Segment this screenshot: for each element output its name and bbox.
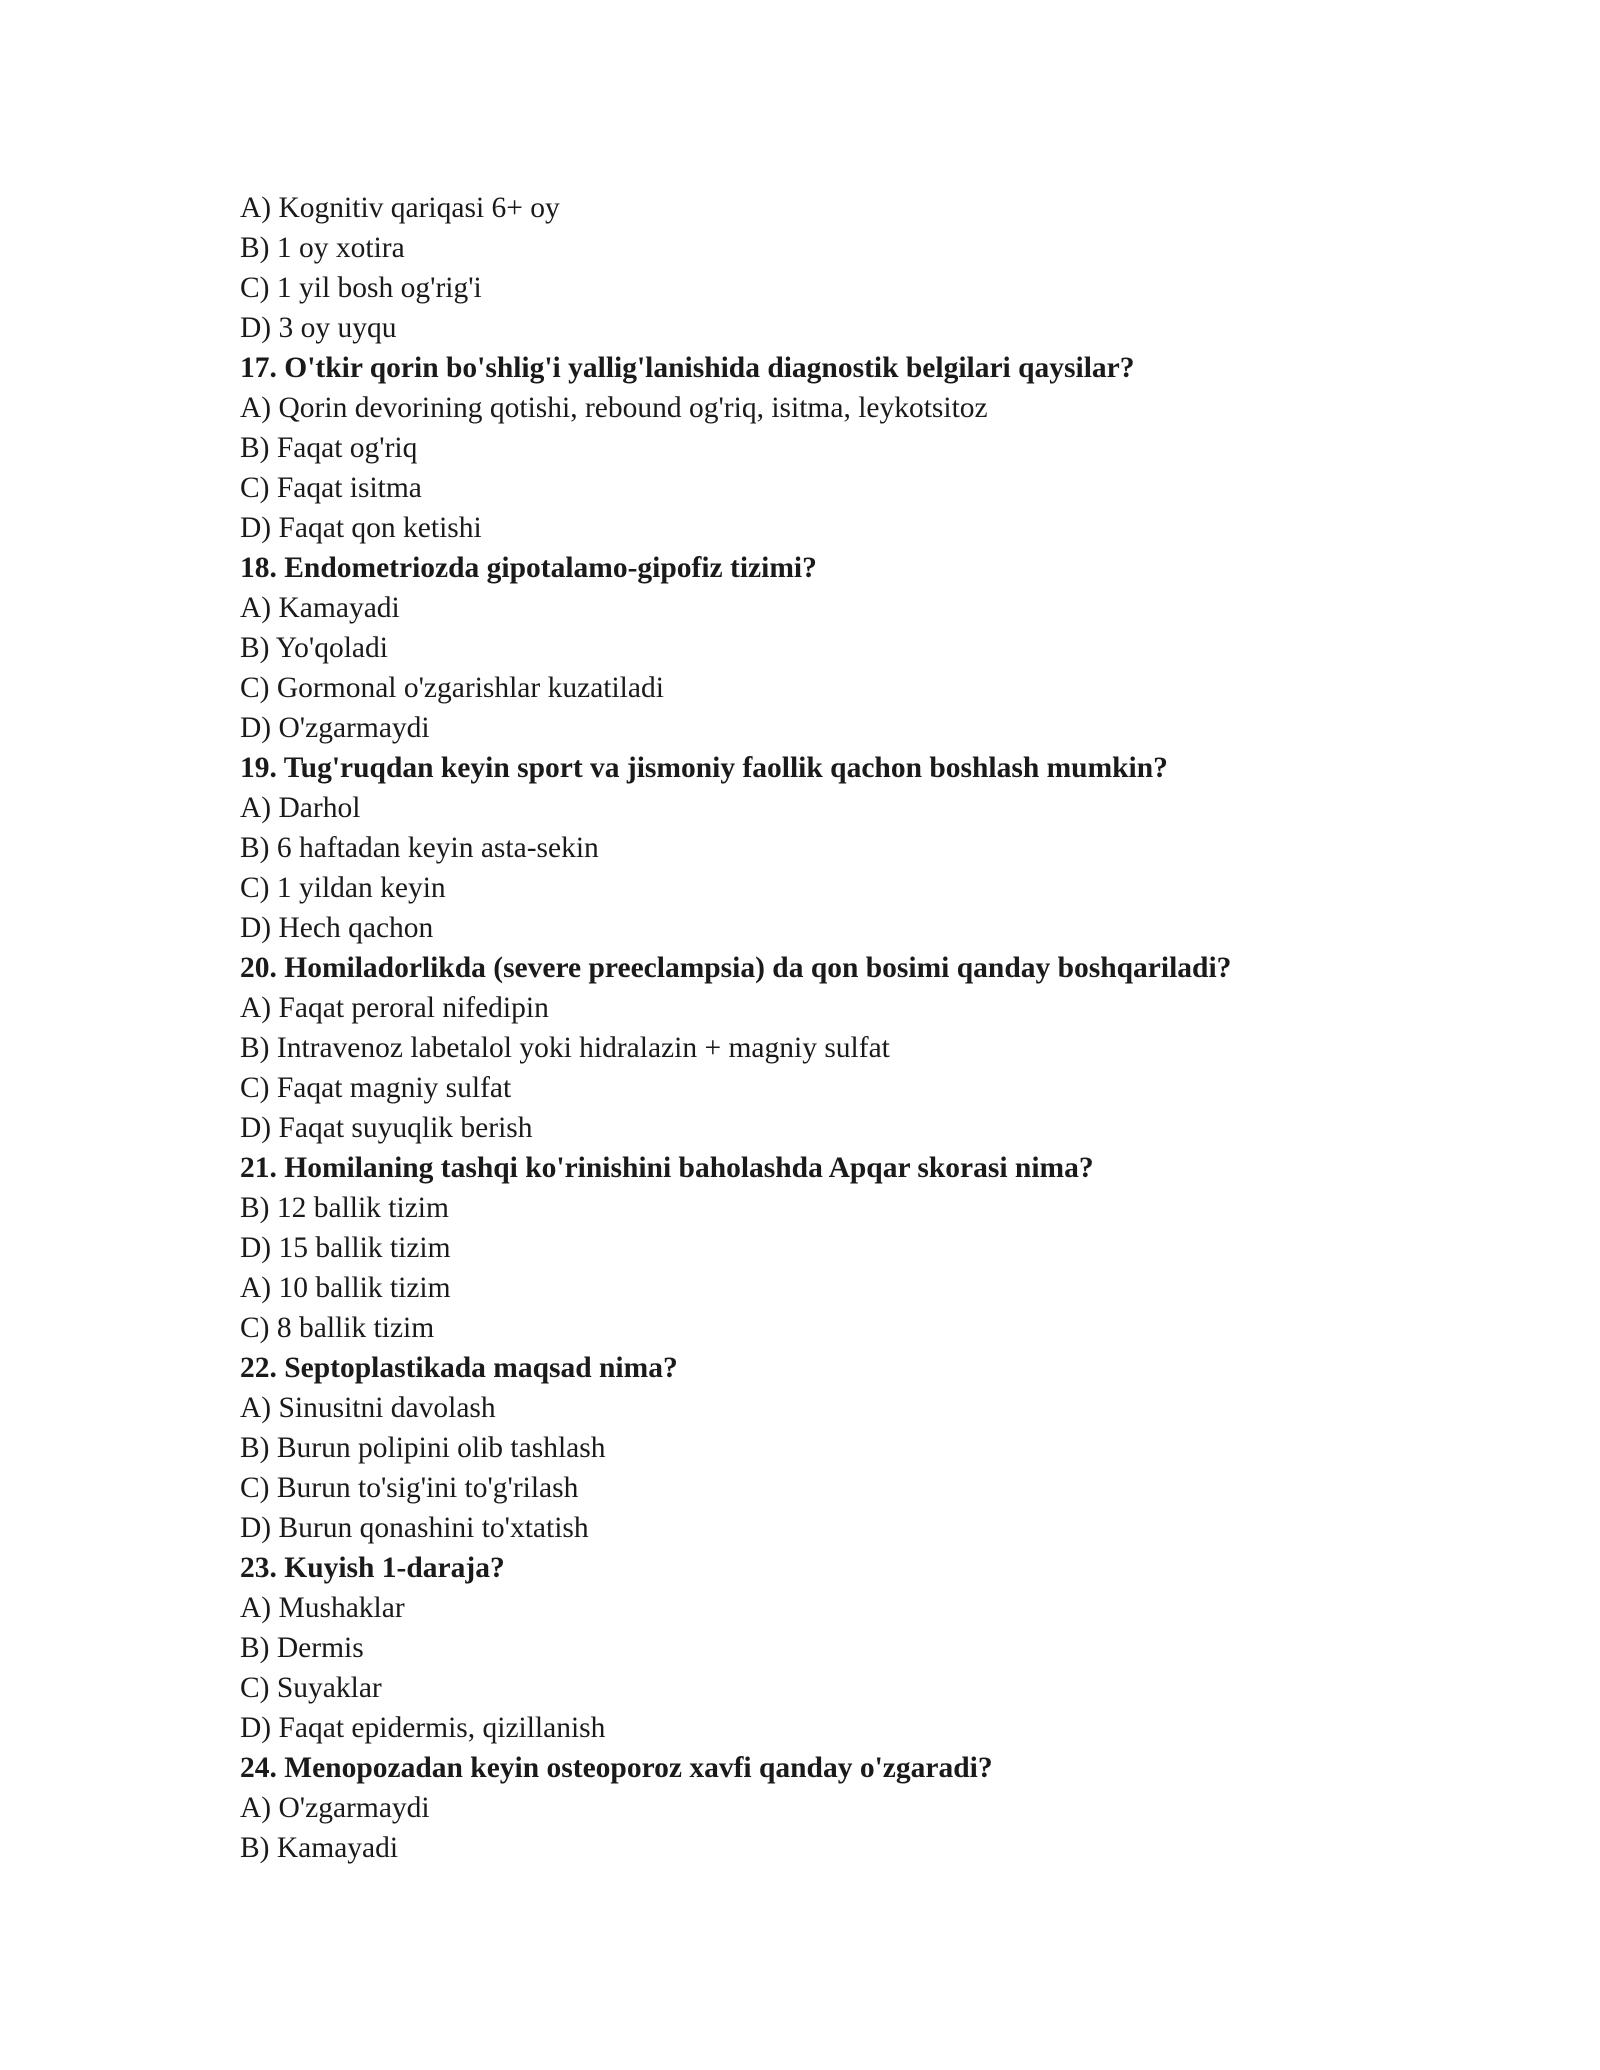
answer-option: A) Sinusitni davolash (240, 1392, 496, 1424)
answer-option: C) Faqat isitma (240, 472, 422, 504)
answer-option: B) Faqat og'riq (240, 432, 418, 464)
answer-option: C) Suyaklar (240, 1672, 382, 1704)
answer-option: C) Burun to'sig'ini to'g'rilash (240, 1472, 579, 1504)
answer-option: A) 10 ballik tizim (240, 1272, 451, 1304)
answer-option: B) 1 oy xotira (240, 232, 405, 264)
question-heading: 18. Endometriozda gipotalamo-gipofiz tizimi? (240, 552, 817, 584)
answer-option: C) 8 ballik tizim (240, 1312, 435, 1344)
question-heading: 17. O'tkir qorin bo'shlig'i yallig'lanishida diagnostik belgilari qaysilar? (240, 352, 1135, 384)
answer-option: D) 15 ballik tizim (240, 1232, 451, 1264)
question-heading: 23. Kuyish 1-daraja? (240, 1552, 505, 1584)
answer-option: B) Kamayadi (240, 1832, 399, 1864)
answer-option: B) Yo'qoladi (240, 632, 388, 664)
question-heading: 19. Tug'ruqdan keyin sport va jismoniy faollik qachon boshlash mumkin? (240, 752, 1168, 784)
question-heading: 22. Septoplastikada maqsad nima? (240, 1352, 678, 1384)
answer-option: A) Qorin devorining qotishi, rebound og'riq, isitma, leykotsitoz (240, 392, 988, 424)
answer-option: A) Mushaklar (240, 1592, 405, 1624)
answer-option: A) Kognitiv qariqasi 6+ oy (240, 192, 560, 224)
answer-option: B) 12 ballik tizim (240, 1192, 449, 1224)
answer-option: B) Intravenoz labetalol yoki hidralazin + magniy sulfat (240, 1032, 890, 1064)
answer-option: B) 6 haftadan keyin asta-sekin (240, 832, 599, 864)
answer-option: C) Faqat magniy sulfat (240, 1072, 512, 1104)
question-heading: 24. Menopozadan keyin osteoporoz xavfi qanday o'zgaradi? (240, 1752, 993, 1784)
answer-option: D) Faqat suyuqlik berish (240, 1112, 533, 1144)
answer-option: D) Faqat qon ketishi (240, 512, 482, 544)
quiz-content (240, 188, 1440, 1868)
answer-option: D) 3 oy uyqu (240, 312, 397, 344)
answer-option: B) Dermis (240, 1632, 364, 1664)
answer-option: C) 1 yil bosh og'rig'i (240, 272, 482, 304)
question-heading: 21. Homilaning tashqi ko'rinishini baholashda Apqar skorasi nima? (240, 1152, 1094, 1184)
answer-option: A) Kamayadi (240, 592, 400, 624)
answer-option: D) Hech qachon (240, 912, 434, 944)
answer-option: C) Gormonal o'zgarishlar kuzatiladi (240, 672, 664, 704)
answer-option: D) Burun qonashini to'xtatish (240, 1512, 589, 1544)
answer-option: A) O'zgarmaydi (240, 1792, 430, 1824)
answer-option: A) Faqat peroral nifedipin (240, 992, 549, 1024)
answer-option: D) O'zgarmaydi (240, 712, 430, 744)
answer-option: D) Faqat epidermis, qizillanish (240, 1712, 606, 1744)
answer-option: A) Darhol (240, 792, 361, 824)
answer-option: B) Burun polipini olib tashlash (240, 1432, 606, 1464)
question-heading: 20. Homiladorlikda (severe preeclampsia) da qon bosimi qanday boshqariladi? (240, 952, 1232, 984)
answer-option: C) 1 yildan keyin (240, 872, 446, 904)
